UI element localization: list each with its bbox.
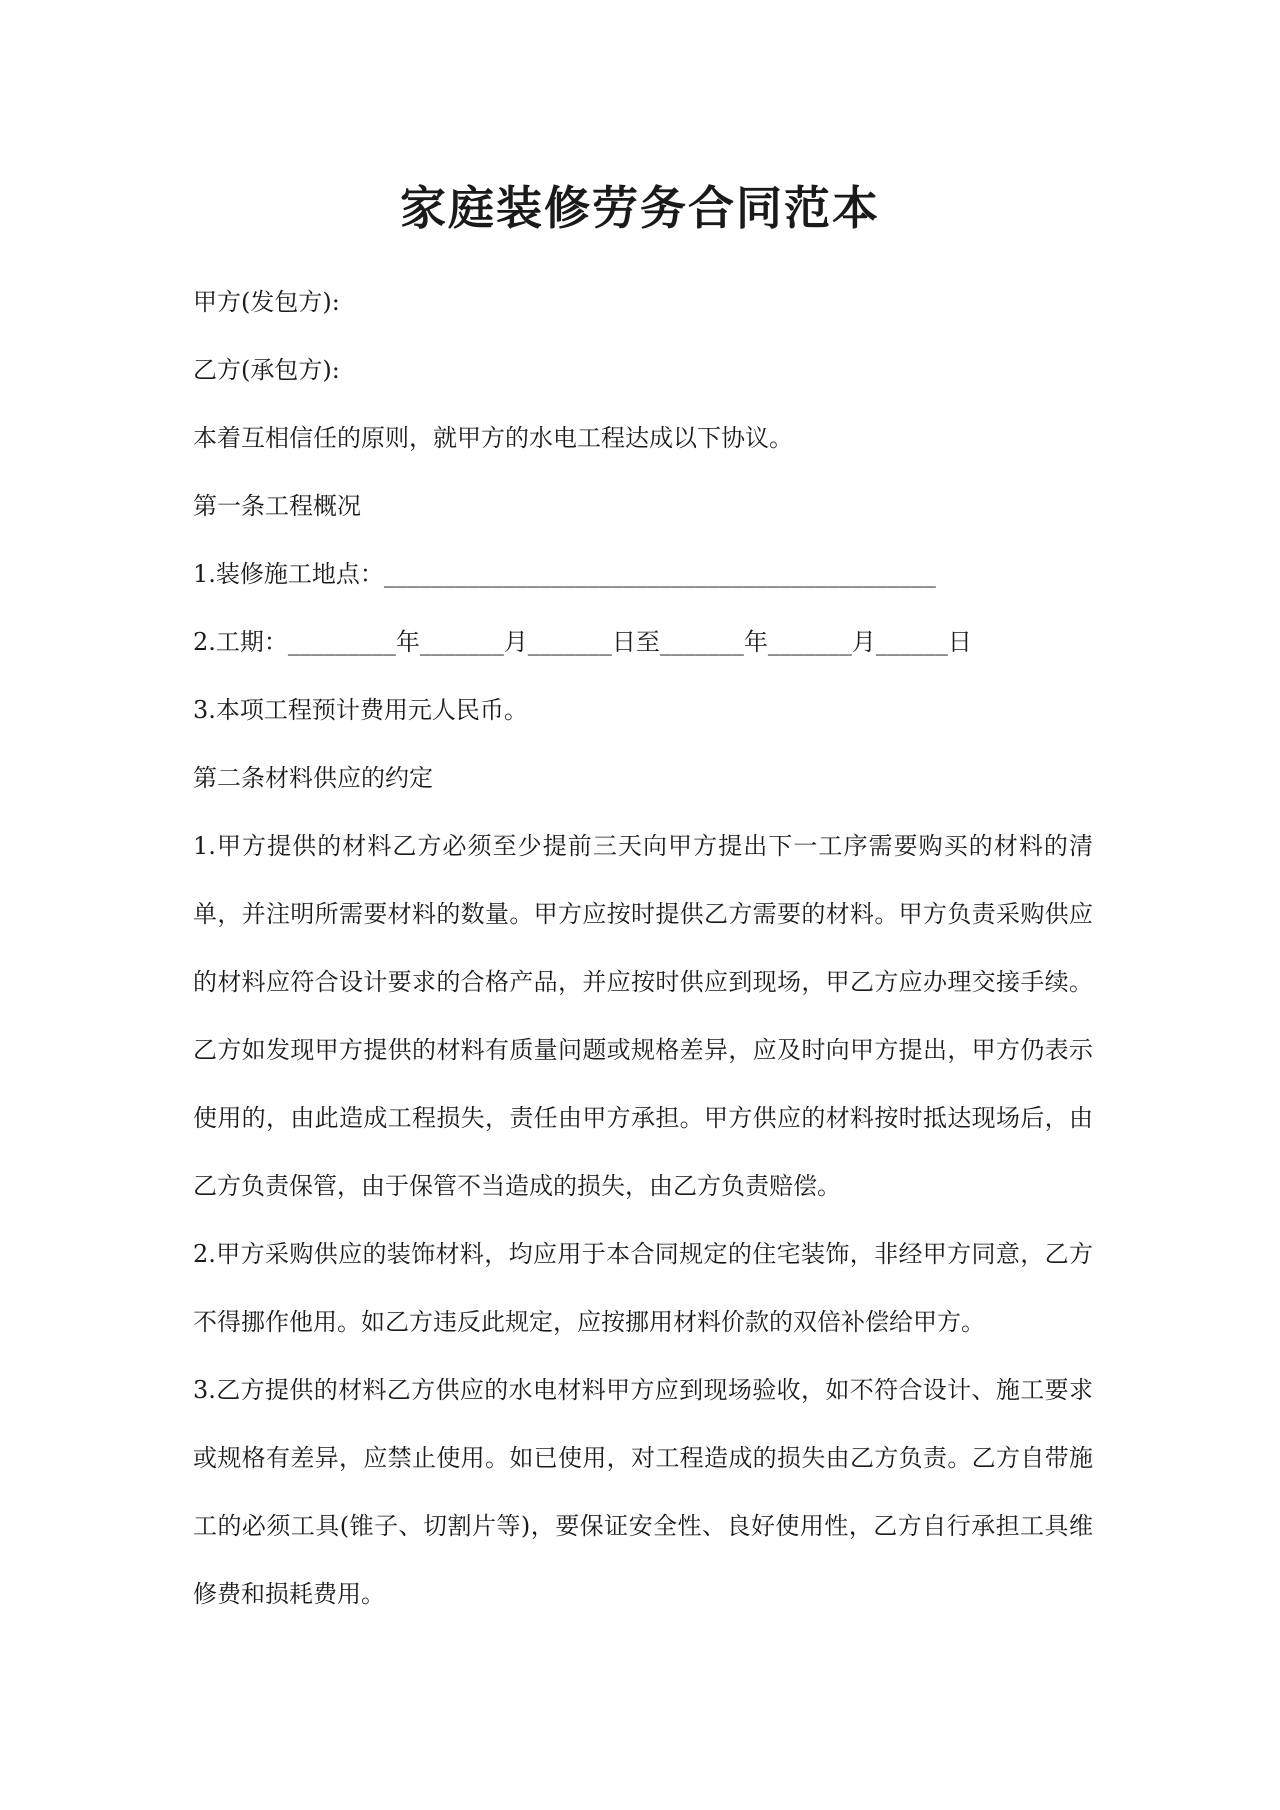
document-body (193, 268, 1093, 1628)
article2-item1: 1.甲方提供的材料乙方必须至少提前三天向甲方提出下一工序需要购买的材料的清单，并注明所需要材料的数量。甲方应按时提供乙方需要的材料。甲方负责采购供应的材料应符合设计要求的合格产品，并应按时供应到现场，甲乙方应办理交接手续。乙方如发现甲方提供的材料有质量问题或规格差异，应及时向甲方提出，甲方仍表示使用的，由此造成工程损失，责任由甲方承担。甲方供应的材料按时抵达现场后，由乙方负责保管，由于保管不当造成的损失，由乙方负责赔偿。 (193, 832, 1093, 1200)
article1-item1-address: 1.装修施工地点：______________________________________________ (193, 560, 936, 588)
party-a-line: 甲方(发包方): (193, 288, 340, 316)
party-b-line: 乙方(承包方): (193, 356, 340, 384)
article1-item3-cost: 3.本项工程预计费用元人民币。 (193, 696, 528, 724)
article2-item2: 2.甲方采购供应的装饰材料，均应用于本合同规定的住宅装饰，非经甲方同意，乙方不得挪作他用。如乙方违反此规定，应按挪用材料价款的双倍补偿给甲方。 (193, 1240, 1093, 1336)
article2-item3: 3.乙方提供的材料乙方供应的水电材料甲方应到现场验收，如不符合设计、施工要求或规格有差异，应禁止使用。如已使用，对工程造成的损失由乙方负责。乙方自带施工的必须工具(锥子、切割片等)，要保证安全性、良好使用性，乙方自行承担工具维修费和损耗费用。 (193, 1376, 1093, 1608)
document-title: 家庭装修劳务合同范本 (400, 181, 880, 235)
article1-item2-period: 2.工期：_________年_______月_______日至_______年_______月______日 (193, 628, 972, 656)
article2-heading: 第二条材料供应的约定 (193, 764, 433, 792)
article1-heading: 第一条工程概况 (193, 492, 361, 520)
preamble: 本着互相信任的原则，就甲方的水电工程达成以下协议。 (193, 424, 793, 452)
